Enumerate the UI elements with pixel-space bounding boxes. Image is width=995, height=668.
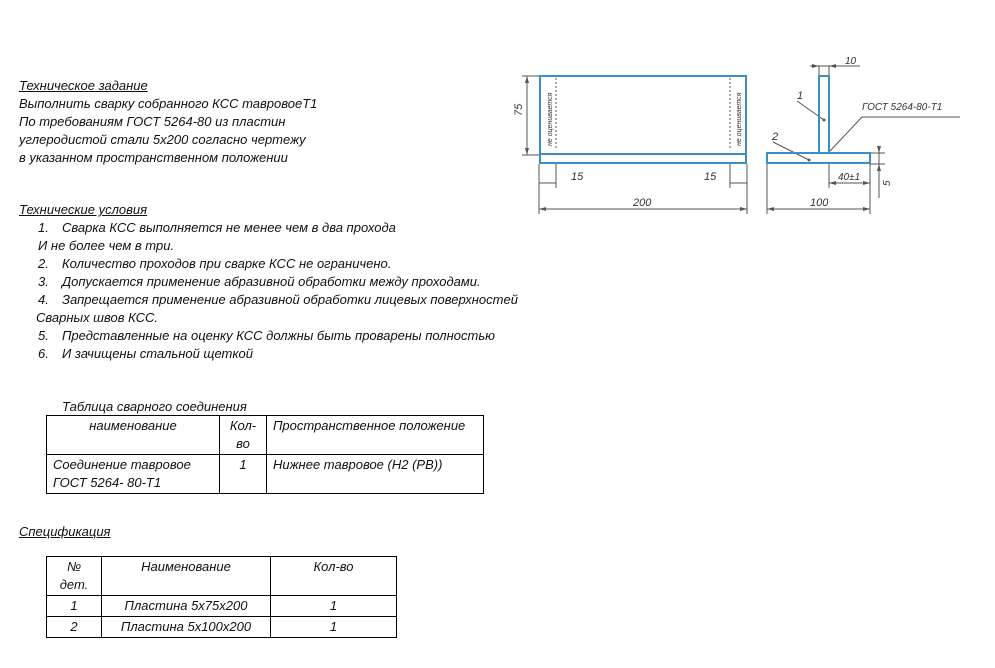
header-cell: № дет.: [47, 557, 102, 596]
table-cell: Пластина 5х75х200: [102, 596, 271, 617]
dim-15-right-label: 15: [704, 171, 717, 183]
not-evaluated-right: не оценивается: [736, 92, 743, 146]
header-cell: наименование: [47, 416, 220, 455]
dim-5-label: 5: [882, 180, 893, 186]
task-line: Выполнить сварку собранного КСС тавровоеТ1: [19, 96, 318, 111]
task-line: По требованиям ГОСТ 5264-80 из пластин: [19, 114, 286, 129]
table-cell: Пластина 5х100х200: [102, 617, 271, 638]
dimension-arrows: [525, 64, 881, 211]
table-cell: 1: [271, 617, 397, 638]
plate-2-front: [540, 154, 746, 163]
weld-table-caption: Таблица сварного соединения: [62, 399, 247, 414]
condition-item: 3. Допускается применение абразивной обработки между проходами.: [38, 274, 481, 289]
plate-parts: [540, 76, 870, 163]
condition-item: 6. И зачищены стальной щеткой: [38, 346, 253, 361]
conditions-heading: Технические условия: [19, 202, 148, 217]
plate-1-side: [819, 76, 829, 153]
plate-1-front: [540, 76, 746, 154]
part-2-label: 2: [772, 131, 779, 143]
part-1-label: 1: [797, 90, 804, 102]
condition-item: Сварных швов КСС.: [36, 310, 159, 325]
plate-2-side: [767, 153, 870, 163]
condition-item: 2. Количество проходов при сварке КСС не ограничено.: [38, 256, 392, 271]
condition-item: 1. Сварка КСС выполняется не менее чем в два прохода: [38, 220, 396, 235]
dim-200-label: 200: [633, 197, 652, 209]
task-heading: Техническое задание: [19, 78, 148, 93]
table-cell: 1: [220, 455, 267, 494]
dim-15-left-label: 15: [571, 171, 584, 183]
task-line: в указанном пространственном положении: [19, 150, 288, 165]
task-line: углеродистой стали 5х200 согласно чертежу: [19, 132, 306, 147]
gost-label: ГОСТ 5264-80-Т1: [862, 102, 943, 113]
table-cell: 2: [47, 617, 102, 638]
header-cell: Кол-во: [220, 416, 267, 455]
condition-item: 5. Представленные на оценку КСС должны быть проварены полностью: [38, 328, 495, 343]
condition-item: 4. Запрещается применение абразивной обработки лицевых поверхностей: [38, 292, 518, 307]
spec-heading: Спецификация: [19, 524, 111, 539]
dim-40-label: 40±1: [838, 172, 861, 183]
dim-75-label: 75: [513, 103, 525, 116]
table-cell: Соединение тавровое ГОСТ 5264- 80-Т1: [47, 455, 220, 494]
condition-item: И не более чем в три.: [38, 238, 175, 253]
table-cell: 1: [47, 596, 102, 617]
header-cell: Наименование: [102, 557, 271, 596]
dim-10-label: 10: [845, 56, 857, 67]
header-cell: Кол-во: [271, 557, 397, 596]
table-cell: Нижнее тавровое (Н2 (РВ)): [267, 455, 484, 494]
header-cell: Пространственное положение: [267, 416, 484, 455]
table-cell: 1: [271, 596, 397, 617]
not-evaluated-left: не оценивается: [547, 92, 554, 146]
dim-100-label: 100: [810, 197, 829, 209]
